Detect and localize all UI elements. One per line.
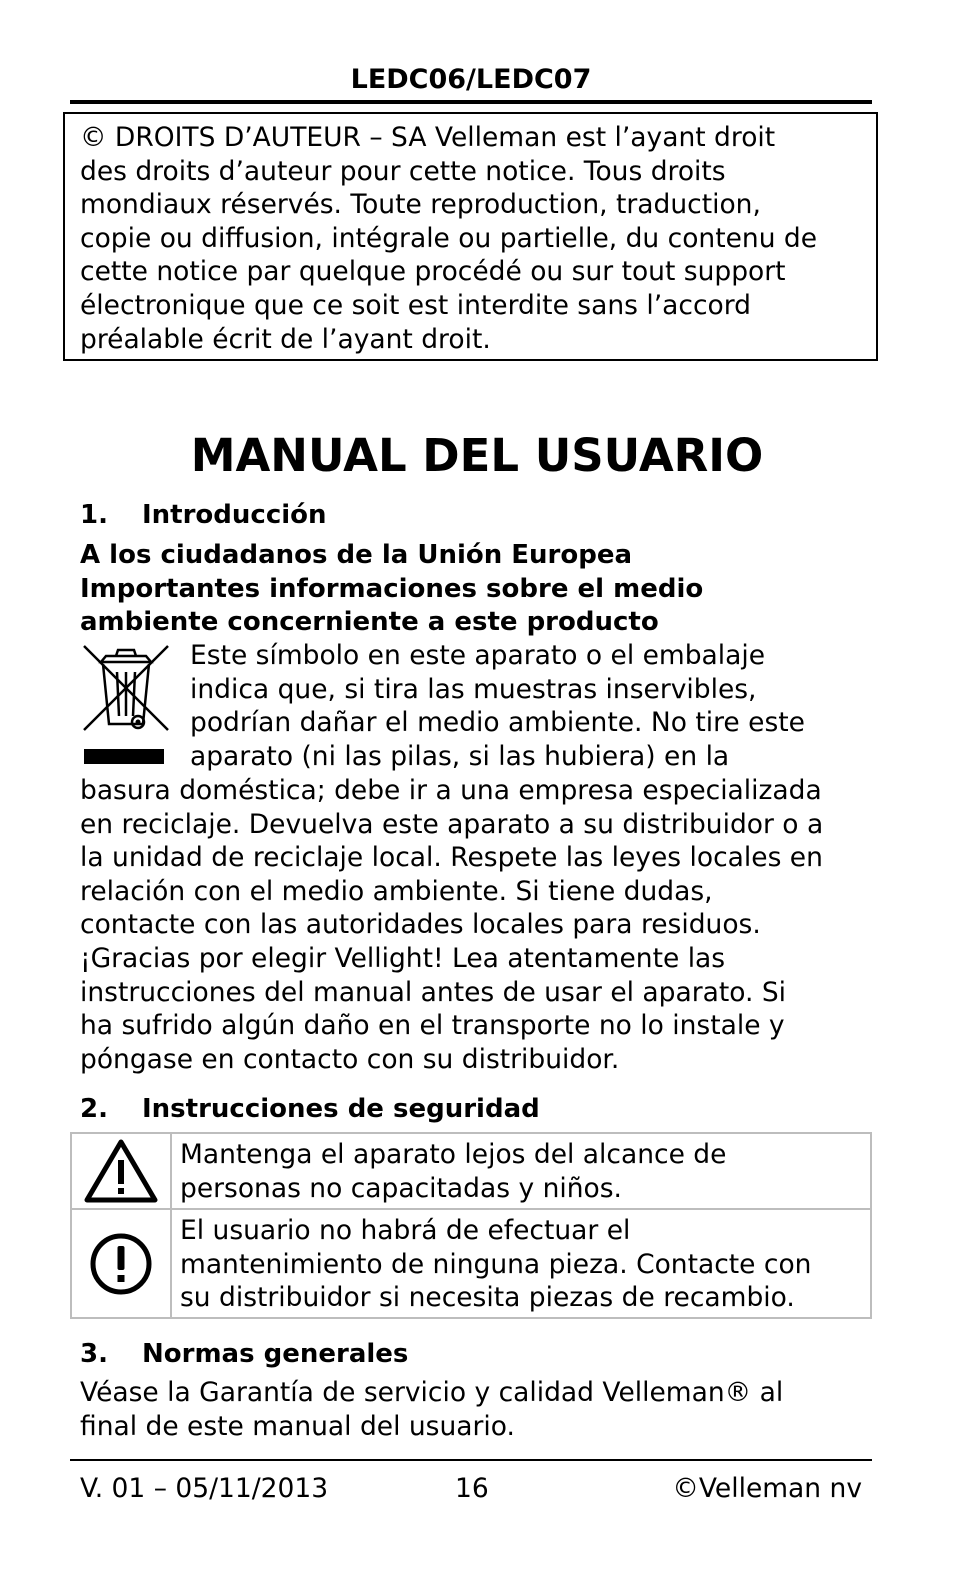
section-title: Introducción [142,500,327,530]
eu-heading-line: Importantes informaciones sobre el medio [80,573,704,604]
copyright-line: électronique que ce soit est interdite sans l’accord [80,289,752,321]
weee-paragraph-lines [190,639,805,773]
body-line: Véase la Garantía de servicio y calidad Velleman® al [80,1377,784,1408]
body-line: la unidad de reciclaje local. Respete las leyes locales en [80,842,823,874]
body-line: relación con el medio ambiente. Si tiene dudas, [80,875,713,907]
safety-line: mantenimiento de ninguna pieza. Contacte con [180,1248,812,1280]
copyright-line: copie ou diffusion, intégrale ou partielle, du contenu de [80,222,818,254]
body-line: instrucciones del manual antes de usar el aparato. Si [80,976,787,1008]
safety-icon-cell [72,1210,172,1317]
introduction-body [80,774,880,1076]
body-line: póngase en contacto con su distribuidor. [80,1043,620,1075]
copyright-line: cette notice par quelque procédé ou sur tout support [80,256,786,288]
section-heading-introduction [80,499,327,531]
safety-row [72,1210,870,1317]
safety-line: personas no capacitadas y niños. [180,1172,622,1204]
body-line: basura doméstica; debe ir a una empresa especializada [80,775,822,806]
safety-text [180,1214,811,1315]
footer-version: V. 01 – 05/11/2013 [80,1473,329,1504]
crossed-out-wheelie-bin-icon [80,642,172,772]
safety-text [180,1138,726,1205]
weee-line: Este símbolo en este aparato o el embalaje [190,640,766,671]
body-line: ha sufrido algún daño en el transporte no lo instale y [80,1010,785,1042]
safety-instructions-table [70,1132,872,1319]
safety-line: su distribuidor si necesita piezas de recambio. [180,1282,795,1314]
weee-line: podrían dañar el medio ambiente. No tire este [190,707,805,739]
body-line: ¡Gracias por elegir Vellight! Lea atentamente las [80,942,726,974]
section-heading-safety [80,1093,540,1125]
copyright-line: des droits d’auteur pour cette notice. Tous droits [80,155,726,187]
body-line: final de este manual del usuario. [80,1410,515,1442]
eu-heading-line: ambiente concerniente a este producto [80,607,659,638]
section-number: 1. [80,500,108,530]
warning-triangle-icon [83,1138,159,1204]
body-line: en reciclaje. Devuelva este aparato a su distribuidor o a [80,808,824,840]
copyright-line: mondiaux réservés. Toute reproduction, traduction, [80,189,761,221]
section-number: 2. [80,1094,108,1124]
copyright-notice-box [63,112,878,361]
weee-line: indica que, si tira las muestras inservibles, [190,673,757,705]
page-title: MANUAL DEL USUARIO [190,429,764,482]
section-title: Normas generales [142,1339,409,1369]
footer-copyright: ©Velleman nv [672,1473,862,1504]
eu-citizens-heading [80,539,880,640]
eu-heading-line: A los ciudadanos de la Unión Europea [80,540,633,570]
section-title: Instrucciones de seguridad [142,1094,540,1124]
weee-line: aparato (ni las pilas, si las hubiera) en la [190,740,730,772]
safety-row [72,1134,870,1210]
model-header: LEDC06/LEDC07 [350,64,592,95]
safety-icon-cell [72,1134,172,1208]
general-body [80,1376,880,1443]
exclamation-circle-icon [88,1231,154,1297]
header-rule [70,100,872,104]
safety-line: Mantenga el aparato lejos del alcance de [180,1139,727,1170]
footer-rule [70,1459,872,1461]
body-line: contacte con las autoridades locales para residuos. [80,909,761,941]
section-heading-general [80,1338,408,1370]
page-number: 16 [455,1473,489,1504]
copyright-line: © DROITS D’AUTEUR – SA Velleman est l’ayant droit [80,122,776,153]
safety-line: El usuario no habrá de efectuar el [180,1215,631,1246]
copyright-line: préalable écrit de l’ayant droit. [80,323,491,355]
section-number: 3. [80,1339,108,1369]
